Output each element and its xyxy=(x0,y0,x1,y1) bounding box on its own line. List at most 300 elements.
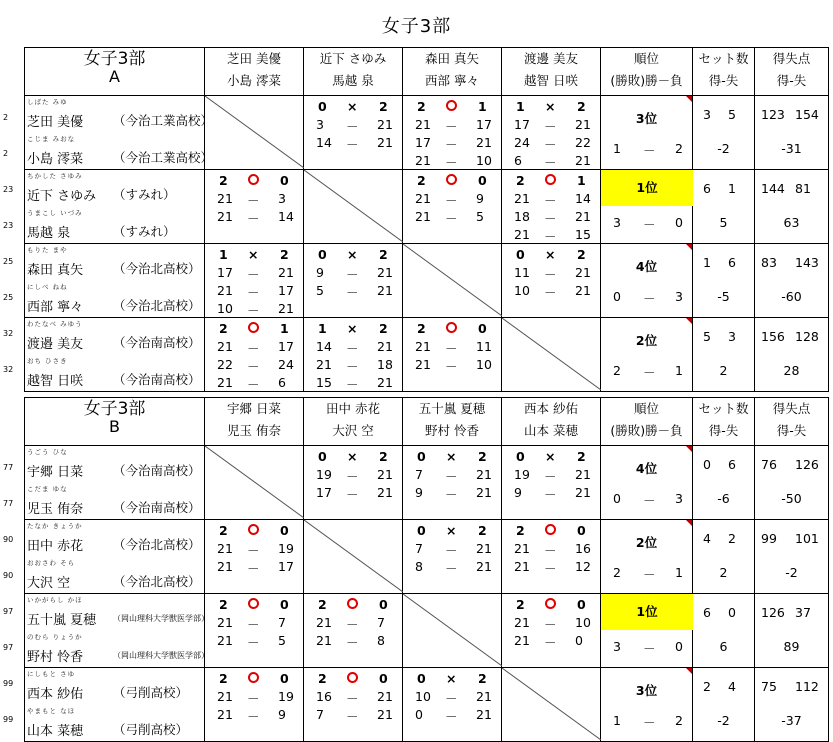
loss-cross-icon: × xyxy=(446,523,457,538)
match-result-cell xyxy=(403,96,502,170)
game-score xyxy=(502,191,600,209)
wins: 3 xyxy=(613,639,621,654)
game-score xyxy=(502,467,600,485)
game-score xyxy=(205,339,303,357)
points-lost: 81 xyxy=(795,181,811,196)
opponent-header xyxy=(403,398,502,446)
points-cell xyxy=(755,244,829,318)
rank-cell xyxy=(601,520,693,594)
game-points-against: 3 xyxy=(278,191,286,206)
score-dash: － xyxy=(445,193,458,208)
game-points-for: 17 xyxy=(514,117,530,132)
rank-value: 2位 xyxy=(635,333,658,348)
name-reading: こじま みおな xyxy=(27,135,76,143)
game-score xyxy=(205,707,303,725)
points-lost: 101 xyxy=(795,531,819,546)
diagonal-line xyxy=(205,446,304,518)
losses: 3 xyxy=(675,491,683,506)
set-header-line1: セット数 xyxy=(698,51,749,66)
game-score xyxy=(304,633,402,651)
game-score xyxy=(403,485,501,503)
games-won: 2 xyxy=(516,523,525,538)
game-points-against: 7 xyxy=(377,615,385,630)
wl-dash: － xyxy=(643,291,656,306)
opponent-name-1: 渡邊 美友 xyxy=(524,51,578,66)
team-row xyxy=(25,520,829,594)
match-result-cell xyxy=(205,594,304,668)
points-cell xyxy=(755,520,829,594)
self-match-cell xyxy=(502,318,601,392)
match-result-cell xyxy=(205,170,304,244)
match-result-cell xyxy=(502,244,601,318)
group-title xyxy=(25,48,205,96)
comment-marker-icon xyxy=(686,446,692,452)
match-summary xyxy=(205,247,303,265)
diagonal-line xyxy=(403,594,502,666)
rank-cell xyxy=(601,96,693,170)
losses: 0 xyxy=(675,639,683,654)
sets-won: 1 xyxy=(703,255,711,270)
points-header xyxy=(755,48,829,96)
games-lost: 0 xyxy=(280,523,289,538)
match-summary xyxy=(304,99,402,117)
game-points-against: 21 xyxy=(278,301,294,316)
seed-number: 97 xyxy=(3,643,14,652)
diagonal-line xyxy=(304,520,403,592)
games-won: 2 xyxy=(417,321,426,336)
game-score xyxy=(502,615,600,633)
page-title: 女子3部 xyxy=(381,16,452,37)
score-dash: － xyxy=(247,303,260,318)
games-lost: 2 xyxy=(478,449,487,464)
set-header xyxy=(693,398,755,446)
game-score xyxy=(502,209,600,227)
comment-marker-icon xyxy=(686,96,692,102)
set-count-cell xyxy=(693,170,755,244)
points-won: 75 xyxy=(761,679,777,694)
game-score xyxy=(502,117,600,135)
game-points-for: 11 xyxy=(514,265,530,280)
game-score xyxy=(304,689,402,707)
opponent-header xyxy=(304,48,403,96)
game-score xyxy=(403,357,501,375)
team-cell xyxy=(25,244,205,318)
games-won: 0 xyxy=(516,449,525,464)
sets-lost: 5 xyxy=(728,107,736,122)
school-name: （今治南高校） xyxy=(113,463,201,478)
games-won: 2 xyxy=(318,671,327,686)
rank-value: 2位 xyxy=(635,535,658,550)
rank-value: 3位 xyxy=(635,111,658,126)
school-name: （すみれ） xyxy=(113,224,176,239)
game-points-against: 6 xyxy=(278,375,286,390)
loss-cross-icon: × xyxy=(446,449,457,464)
match-result-cell xyxy=(304,318,403,392)
game-score xyxy=(502,283,600,301)
game-points-for: 21 xyxy=(514,541,530,556)
game-points-against: 21 xyxy=(377,117,393,132)
score-dash: － xyxy=(346,285,359,300)
opponent-header xyxy=(205,398,304,446)
game-points-against: 19 xyxy=(278,689,294,704)
match-summary xyxy=(304,671,402,689)
wins: 1 xyxy=(613,713,621,728)
game-points-for: 3 xyxy=(316,117,324,132)
games-lost: 2 xyxy=(478,671,487,686)
games-won: 2 xyxy=(516,597,525,612)
opponent-name-1: 森田 真矢 xyxy=(425,51,479,66)
opponent-name-2: 小島 澪菜 xyxy=(227,73,281,88)
losses: 3 xyxy=(675,289,683,304)
score-dash: － xyxy=(544,211,557,226)
self-match-cell xyxy=(502,668,601,742)
score-dash: － xyxy=(445,709,458,724)
game-points-for: 21 xyxy=(316,357,332,372)
set-difference: -2 xyxy=(717,141,730,156)
losses: 2 xyxy=(675,141,683,156)
sets-lost: 1 xyxy=(728,181,736,196)
opponent-header xyxy=(205,48,304,96)
game-points-against: 21 xyxy=(476,467,492,482)
opponent-name-1: 田中 赤花 xyxy=(326,401,380,416)
match-summary xyxy=(403,523,501,541)
game-points-for: 21 xyxy=(217,191,233,206)
match-result-cell xyxy=(304,446,403,520)
player-name: 山本 菜穂 xyxy=(27,724,84,739)
loss-cross-icon: × xyxy=(545,449,556,464)
points-won: 156 xyxy=(761,329,785,344)
game-points-for: 7 xyxy=(316,707,324,722)
game-score xyxy=(205,689,303,707)
game-points-against: 19 xyxy=(278,541,294,556)
player-name: 森田 真矢 xyxy=(27,263,84,278)
game-score xyxy=(502,541,600,559)
score-dash: － xyxy=(247,377,260,392)
score-dash: － xyxy=(247,193,260,208)
game-points-for: 7 xyxy=(415,467,423,482)
game-points-against: 5 xyxy=(278,633,286,648)
set-count-cell xyxy=(693,446,755,520)
points-lost: 37 xyxy=(795,605,811,620)
games-won: 1 xyxy=(219,247,228,262)
player-name: 田中 赤花 xyxy=(27,539,84,554)
score-dash: － xyxy=(544,119,557,134)
game-points-against: 24 xyxy=(278,357,294,372)
game-score xyxy=(304,265,402,283)
set-count-cell xyxy=(693,244,755,318)
sets-won: 4 xyxy=(703,531,711,546)
game-score xyxy=(205,283,303,301)
seed-number: 99 xyxy=(3,715,14,724)
games-won: 2 xyxy=(219,671,228,686)
match-result-cell xyxy=(205,668,304,742)
game-score xyxy=(304,485,402,503)
game-score xyxy=(205,265,303,283)
score-dash: － xyxy=(346,469,359,484)
school-name: （今治南高校） xyxy=(113,372,201,387)
sets-lost: 6 xyxy=(728,457,736,472)
wl-dash: － xyxy=(643,143,656,158)
player-name: 大沢 空 xyxy=(27,576,71,591)
wins: 2 xyxy=(613,363,621,378)
player-name: 小島 澪菜 xyxy=(27,152,84,167)
seed-number: 25 xyxy=(3,293,14,302)
group-letter: B xyxy=(109,417,120,436)
game-points-for: 15 xyxy=(316,375,332,390)
games-won: 2 xyxy=(417,99,426,114)
games-lost: 0 xyxy=(379,597,388,612)
wl-dash: － xyxy=(643,365,656,380)
points-cell xyxy=(755,594,829,668)
game-points-against: 15 xyxy=(575,227,591,242)
game-points-for: 21 xyxy=(514,191,530,206)
loss-cross-icon: × xyxy=(248,247,259,262)
game-points-for: 17 xyxy=(217,265,233,280)
game-points-for: 21 xyxy=(217,633,233,648)
game-score xyxy=(403,707,501,725)
set-count-cell xyxy=(693,520,755,594)
rank-header-line2: (勝敗)勝－負 xyxy=(610,423,683,438)
diagonal-line xyxy=(502,668,601,740)
seed-number: 25 xyxy=(3,257,14,266)
sets-lost: 4 xyxy=(728,679,736,694)
game-points-for: 19 xyxy=(316,467,332,482)
score-dash: － xyxy=(346,487,359,502)
comment-marker-icon xyxy=(686,318,692,324)
sets-won: 0 xyxy=(703,457,711,472)
game-score xyxy=(205,541,303,559)
score-dash: － xyxy=(346,119,359,134)
seed-number: 23 xyxy=(3,185,14,194)
comment-marker-icon xyxy=(686,520,692,526)
game-points-for: 7 xyxy=(415,541,423,556)
score-dash: － xyxy=(247,561,260,576)
game-score xyxy=(304,375,402,393)
game-points-against: 21 xyxy=(377,689,393,704)
match-result-cell xyxy=(304,668,403,742)
games-lost: 0 xyxy=(577,523,586,538)
set-difference: -2 xyxy=(717,713,730,728)
games-won: 0 xyxy=(417,671,426,686)
games-lost: 2 xyxy=(379,449,388,464)
game-points-against: 21 xyxy=(377,707,393,722)
game-points-against: 17 xyxy=(278,559,294,574)
school-name: （今治南高校） xyxy=(113,500,201,515)
points-difference: -50 xyxy=(781,491,802,506)
game-score xyxy=(205,633,303,651)
player-name: 馬越 泉 xyxy=(27,226,71,241)
match-result-cell xyxy=(403,446,502,520)
match-result-cell xyxy=(502,594,601,668)
match-summary xyxy=(403,671,501,689)
game-points-against: 7 xyxy=(278,615,286,630)
games-lost: 2 xyxy=(577,99,586,114)
seed-number: 99 xyxy=(3,679,14,688)
game-points-for: 21 xyxy=(514,559,530,574)
games-lost: 2 xyxy=(379,99,388,114)
score-dash: － xyxy=(544,137,557,152)
team-cell xyxy=(25,668,205,742)
match-summary xyxy=(205,173,303,191)
game-points-against: 18 xyxy=(377,357,393,372)
division-label: 女子3部 xyxy=(83,49,146,69)
game-points-against: 10 xyxy=(476,153,492,168)
game-points-against: 21 xyxy=(575,485,591,500)
game-score xyxy=(205,357,303,375)
points-header-line2: 得-失 xyxy=(776,423,807,438)
game-points-for: 14 xyxy=(316,135,332,150)
name-reading: こだま ゆな xyxy=(27,485,68,493)
game-score xyxy=(205,375,303,393)
points-won: 76 xyxy=(761,457,777,472)
games-won: 1 xyxy=(318,321,327,336)
score-dash: － xyxy=(346,617,359,632)
name-reading: わたなべ みゆう xyxy=(27,320,83,328)
score-dash: － xyxy=(544,229,557,244)
player-name: 渡邉 美友 xyxy=(27,337,84,352)
rank-value: 3位 xyxy=(635,683,658,698)
games-lost: 1 xyxy=(280,321,289,336)
set-difference: 6 xyxy=(719,639,728,654)
group-letter: A xyxy=(109,67,120,86)
name-reading: にしべ ねね xyxy=(27,283,68,291)
games-lost: 1 xyxy=(478,99,487,114)
points-difference: -37 xyxy=(781,713,802,728)
points-won: 144 xyxy=(761,181,785,196)
rank-cell xyxy=(601,594,693,668)
name-reading: うごう ひな xyxy=(27,448,68,456)
name-reading: たなか きょうか xyxy=(27,522,83,530)
set-header-line2: 得-失 xyxy=(708,423,739,438)
score-dash: － xyxy=(544,635,557,650)
game-score xyxy=(403,191,501,209)
game-points-for: 21 xyxy=(514,633,530,648)
score-dash: － xyxy=(247,267,260,282)
game-score xyxy=(304,283,402,301)
seed-number: 2 xyxy=(3,113,9,122)
games-won: 2 xyxy=(417,173,426,188)
school-name: （今治北高校） xyxy=(113,298,201,313)
match-result-cell xyxy=(205,244,304,318)
seed-number: 32 xyxy=(3,329,14,338)
player-name: 芝田 美優 xyxy=(27,115,84,130)
seed-number: 23 xyxy=(3,221,14,230)
score-dash: － xyxy=(346,635,359,650)
seed-number: 77 xyxy=(3,463,14,472)
points-difference: -31 xyxy=(781,141,802,156)
score-dash: － xyxy=(544,487,557,502)
comment-marker-icon xyxy=(686,668,692,674)
score-dash: － xyxy=(544,617,557,632)
set-count-cell xyxy=(693,594,755,668)
set-difference: 2 xyxy=(719,565,728,580)
game-points-against: 14 xyxy=(278,209,294,224)
match-summary xyxy=(502,173,600,191)
game-points-for: 21 xyxy=(316,615,332,630)
score-dash: － xyxy=(247,617,260,632)
games-lost: 0 xyxy=(280,173,289,188)
score-dash: － xyxy=(346,359,359,374)
match-summary xyxy=(502,247,600,265)
match-summary xyxy=(304,247,402,265)
games-won: 0 xyxy=(417,449,426,464)
loss-cross-icon: × xyxy=(446,671,457,686)
score-dash: － xyxy=(247,543,260,558)
game-points-for: 21 xyxy=(415,357,431,372)
game-points-against: 21 xyxy=(377,485,393,500)
school-name: （すみれ） xyxy=(113,187,176,202)
opponent-name-2: 山本 菜穂 xyxy=(524,423,578,438)
player-name: 野村 怜香 xyxy=(27,650,84,665)
name-reading: のむら りょうか xyxy=(27,633,83,641)
game-points-for: 9 xyxy=(514,485,522,500)
score-dash: － xyxy=(445,119,458,134)
score-dash: － xyxy=(346,267,359,282)
game-points-for: 0 xyxy=(415,707,423,722)
sets-won: 6 xyxy=(703,181,711,196)
match-summary xyxy=(502,523,600,541)
wins: 2 xyxy=(613,565,621,580)
points-header xyxy=(755,398,829,446)
points-cell xyxy=(755,668,829,742)
game-score xyxy=(304,357,402,375)
team-row xyxy=(25,594,829,668)
set-header-line1: セット数 xyxy=(698,401,749,416)
self-match-cell xyxy=(205,96,304,170)
seed-number: 2 xyxy=(3,149,9,158)
game-points-for: 5 xyxy=(316,283,324,298)
rank-header xyxy=(601,48,693,96)
games-lost: 0 xyxy=(379,671,388,686)
score-dash: － xyxy=(247,691,260,706)
game-points-against: 21 xyxy=(377,135,393,150)
game-points-against: 21 xyxy=(377,265,393,280)
score-dash: － xyxy=(445,561,458,576)
points-cell xyxy=(755,318,829,392)
game-points-against: 10 xyxy=(575,615,591,630)
points-lost: 143 xyxy=(795,255,819,270)
loss-cross-icon: × xyxy=(347,99,358,114)
match-summary xyxy=(403,173,501,191)
wl-dash: － xyxy=(643,567,656,582)
game-points-against: 21 xyxy=(575,265,591,280)
game-points-against: 21 xyxy=(476,559,492,574)
points-won: 123 xyxy=(761,107,785,122)
player-name: 児玉 侑奈 xyxy=(27,502,84,517)
game-score xyxy=(403,559,501,577)
name-reading: もりた まや xyxy=(27,246,68,254)
player-name: 西部 寧々 xyxy=(27,300,84,315)
game-points-against: 17 xyxy=(476,117,492,132)
game-points-for: 8 xyxy=(415,559,423,574)
match-summary xyxy=(304,597,402,615)
wl-dash: － xyxy=(643,493,656,508)
games-won: 0 xyxy=(516,247,525,262)
games-lost: 0 xyxy=(280,671,289,686)
games-won: 2 xyxy=(318,597,327,612)
rank-cell xyxy=(601,170,693,244)
match-result-cell xyxy=(403,668,502,742)
score-dash: － xyxy=(346,137,359,152)
game-score xyxy=(403,153,501,171)
opponent-name-2: 児玉 侑奈 xyxy=(227,423,281,438)
match-result-cell xyxy=(304,594,403,668)
opponent-name-2: 西部 寧々 xyxy=(425,73,479,88)
diagonal-line xyxy=(502,318,601,390)
points-won: 83 xyxy=(761,255,777,270)
game-points-for: 18 xyxy=(514,209,530,224)
game-points-for: 21 xyxy=(514,227,530,242)
